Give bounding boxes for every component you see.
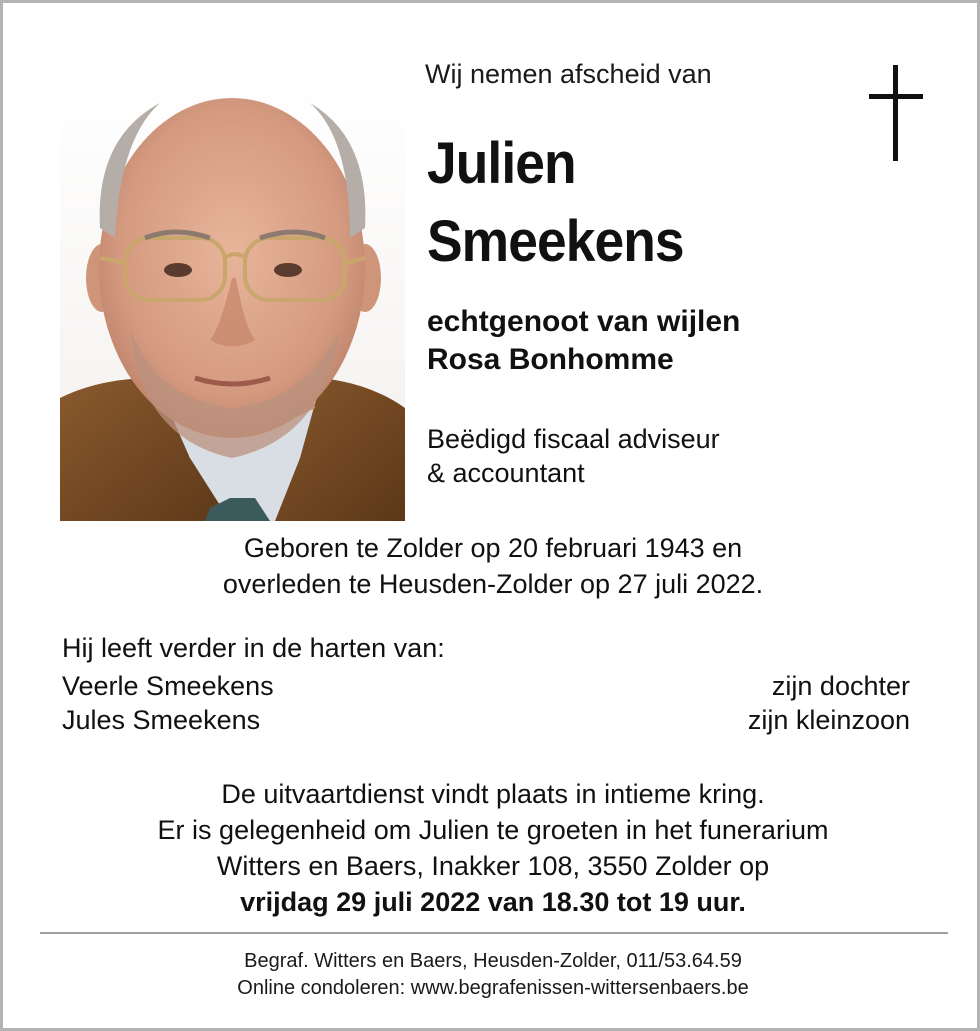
spouse-line-1: echtgenoot van wijlen	[427, 305, 741, 338]
condolence-line[interactable]: Online condoleren: www.begrafenissen-wittersenbaers.be	[237, 977, 749, 999]
survivor-name: Veerle Smeekens	[62, 671, 274, 701]
divider	[40, 932, 948, 934]
profession-line-2: & accountant	[427, 458, 585, 488]
footer	[3, 948, 980, 1002]
service-line-2: Er is gelegenheid om Julien te groeten in het funerarium	[157, 815, 829, 845]
profession	[427, 422, 720, 490]
first-name: Julien	[427, 131, 576, 196]
cross-icon	[869, 65, 923, 161]
portrait-photo	[60, 78, 405, 521]
survivor-relation: zijn dochter	[771, 671, 910, 701]
intro-text: Wij nemen afscheid van	[425, 59, 712, 89]
service-line-1: De uitvaartdienst vindt plaats in intieme kring.	[221, 779, 765, 809]
spouse-info	[427, 303, 740, 379]
spouse-line-2: Rosa Bonhomme	[427, 343, 674, 376]
survivor-relation: zijn kleinzoon	[747, 705, 910, 735]
profession-line-1: Beëdigd fiscaal adviseur	[427, 424, 720, 454]
birth-death-dates	[3, 530, 980, 602]
dates-line-2: overleden te Heusden-Zolder op 27 juli 2022.	[222, 569, 764, 599]
last-name: Smeekens	[427, 209, 684, 274]
deceased-name	[427, 125, 684, 281]
service-line-4: vrijdag 29 juli 2022 van 18.30 tot 19 uur.	[240, 887, 746, 917]
survivor-name: Jules Smeekens	[62, 705, 261, 735]
service-info	[3, 776, 980, 920]
funeral-home-line: Begraf. Witters en Baers, Heusden-Zolder, 011/53.64.59	[244, 950, 742, 972]
dates-line-1: Geboren te Zolder op 20 februari 1943 en	[243, 533, 743, 563]
survivors-heading: Hij leeft verder in de harten van:	[62, 633, 445, 663]
service-line-3: Witters en Baers, Inakker 108, 3550 Zolder op	[216, 851, 770, 881]
